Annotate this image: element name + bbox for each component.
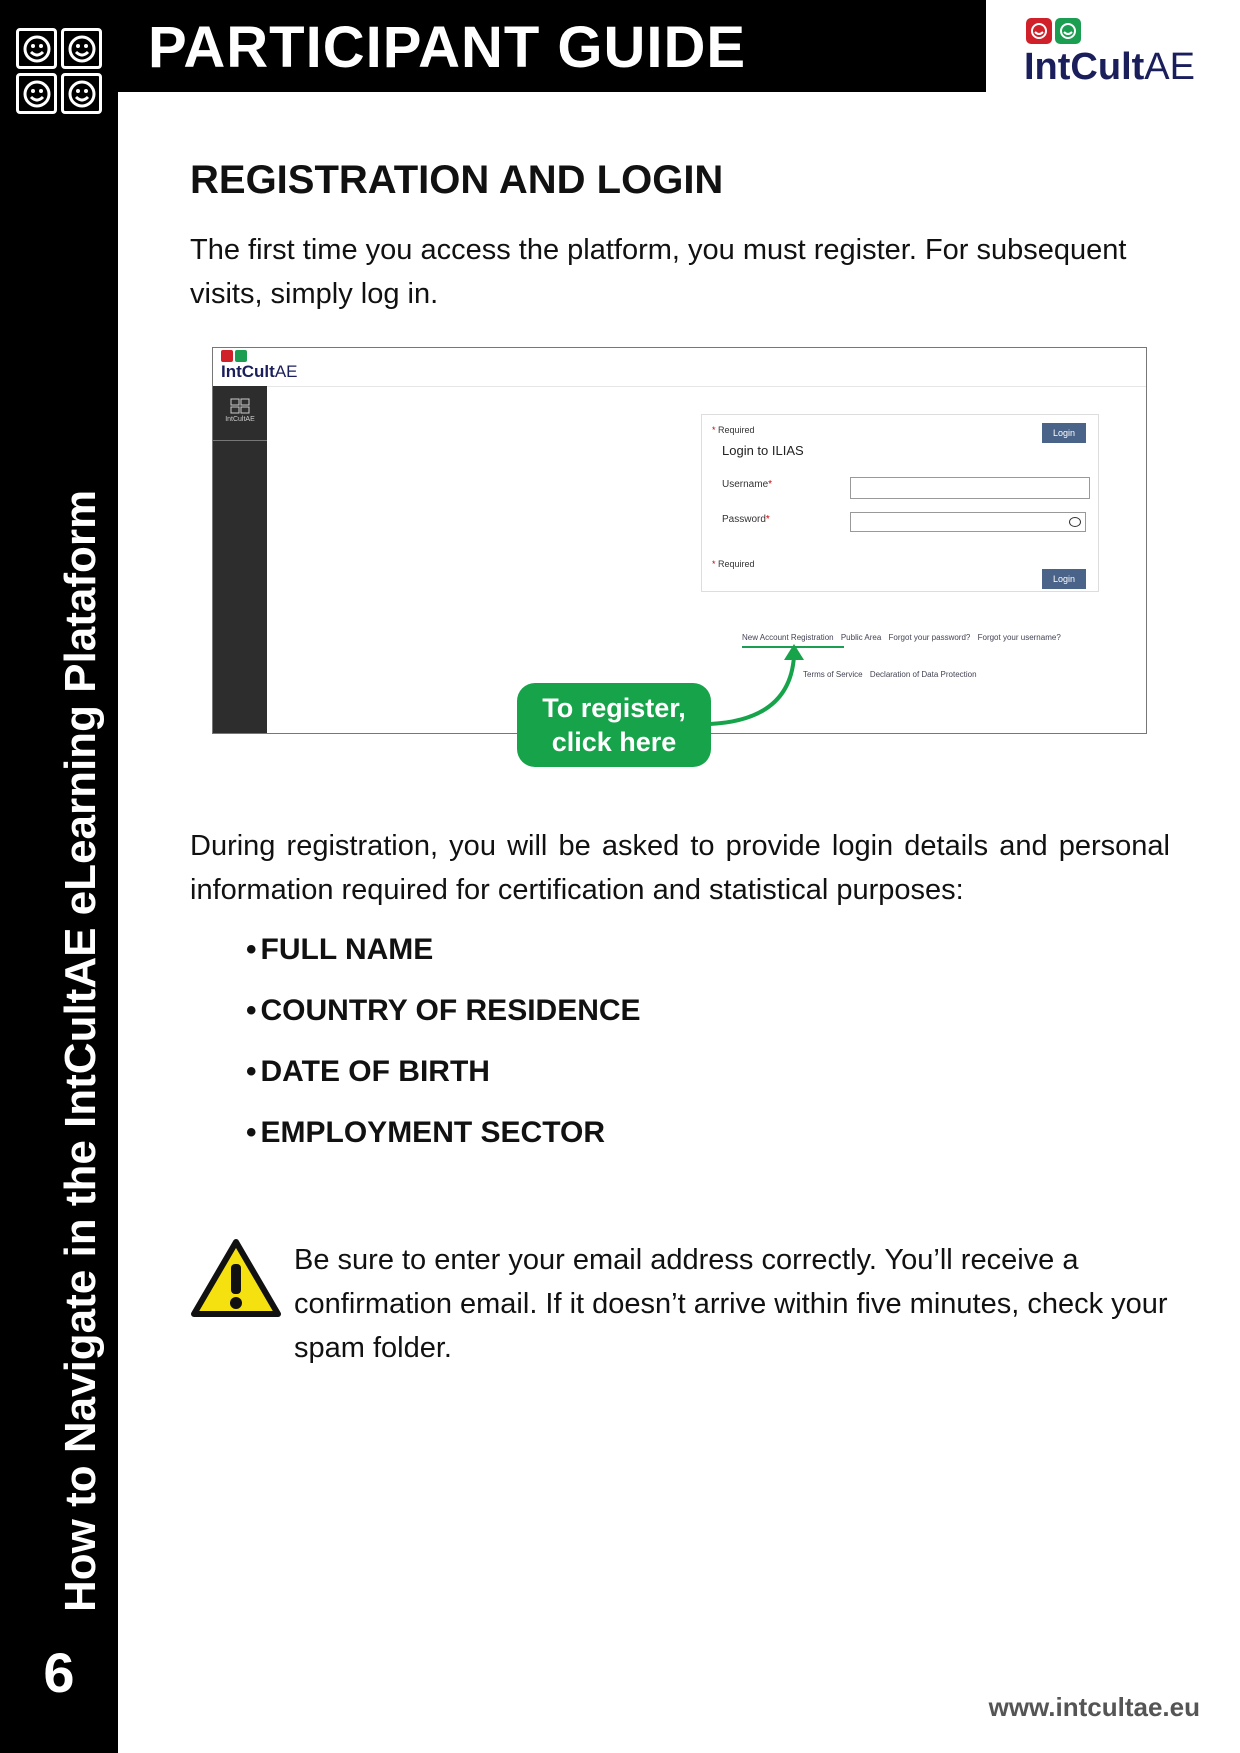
username-label: Username*: [722, 479, 773, 490]
login-button-bottom[interactable]: Login: [1042, 569, 1086, 589]
required-label: Required: [718, 425, 755, 435]
required-label: Required: [718, 559, 755, 569]
callout-line-2: click here: [551, 727, 677, 757]
smiley-face-icon: [16, 28, 57, 69]
smiley-face-icon: [61, 73, 102, 114]
page-title: PARTICIPANT GUIDE: [148, 15, 747, 80]
new-account-registration-link[interactable]: New Account Registration: [742, 633, 834, 642]
list-item: • COUNTRY OF RESIDENCE: [246, 994, 641, 1027]
list-item-text: COUNTRY OF RESIDENCE: [260, 994, 641, 1027]
screenshot-brand-icons: [221, 350, 298, 362]
brand-logo: [1024, 18, 1214, 88]
page-number: 6: [43, 1641, 75, 1704]
brand-wordmark-bold: IntCult: [1024, 46, 1145, 88]
smiley-face-icon: [16, 73, 57, 114]
forgot-password-link[interactable]: Forgot your password?: [888, 633, 971, 642]
required-note-top: * Required: [712, 425, 755, 435]
website-url: www.intcultae.eu: [988, 1692, 1200, 1722]
smiley-logo-icon: [16, 28, 102, 114]
list-item: • DATE OF BIRTH: [246, 1055, 490, 1088]
required-note-bottom: * Required: [712, 559, 755, 569]
brand-wordmark: [1024, 46, 1195, 89]
username-label-text: Username: [722, 479, 769, 490]
list-item-text: FULL NAME: [260, 933, 434, 966]
smiley-green-icon: [1055, 18, 1081, 44]
divider: [213, 440, 267, 441]
screenshot-side-logo: [225, 398, 255, 423]
registration-fields-list: [246, 930, 641, 1174]
public-area-link[interactable]: Public Area: [840, 633, 882, 642]
eye-icon[interactable]: [1069, 517, 1081, 527]
sidebar: [0, 0, 118, 1753]
smiley-face-icon: [61, 28, 102, 69]
warning-triangle-icon: [190, 1238, 282, 1318]
screenshot-side-logo-text: IntCultAE: [225, 416, 255, 423]
register-callout: [517, 683, 711, 767]
screenshot-wordmark: [221, 362, 298, 382]
password-label: Password*: [722, 514, 770, 525]
username-input[interactable]: [850, 477, 1090, 499]
data-protection-link[interactable]: Declaration of Data Protection: [869, 670, 977, 679]
registration-paragraph: During registration, you will be asked to provide login details and personal information required for certification and statistical purposes:: [190, 830, 1170, 906]
screenshot-brand-logo: [221, 350, 298, 382]
password-input[interactable]: [850, 512, 1086, 532]
forgot-username-link[interactable]: Forgot your username?: [977, 633, 1061, 642]
smiley-red-icon: [221, 350, 233, 362]
login-title: Login to ILIAS: [722, 443, 804, 458]
smiley-red-icon: [1026, 18, 1052, 44]
legal-links: [803, 670, 982, 679]
screenshot-sidebar: [213, 386, 267, 733]
warning-text: Be sure to enter your email address correctly. You’ll receive a confirmation email. If it doesn’t arrive within five minutes, check your spam folder.: [294, 1244, 1168, 1364]
screenshot-wordmark-bold: IntCult: [221, 362, 275, 381]
screenshot-wordmark-light: AE: [274, 362, 298, 381]
callout-line-1: To register,: [542, 693, 686, 723]
arrow-icon: [700, 640, 820, 730]
section-title: REGISTRATION AND LOGIN: [190, 158, 724, 202]
brand-icons: [1026, 18, 1081, 44]
brand-wordmark-light: AE: [1144, 46, 1195, 88]
list-item: • EMPLOYMENT SECTOR: [246, 1116, 605, 1149]
screenshot-header: [213, 348, 1146, 387]
login-panel: [701, 414, 1099, 592]
smiley-logo-icon: [230, 398, 250, 414]
password-label-text: Password: [722, 514, 766, 525]
login-button-top[interactable]: Login: [1042, 423, 1086, 443]
list-item-text: EMPLOYMENT SECTOR: [260, 1116, 605, 1149]
vertical-title-text: How to Navigate in the IntCultAE eLearning Plataform: [56, 489, 105, 1612]
list-item: • FULL NAME: [246, 933, 434, 966]
login-screenshot: [212, 347, 1147, 734]
list-item-text: DATE OF BIRTH: [260, 1055, 490, 1088]
terms-of-service-link[interactable]: Terms of Service: [803, 670, 863, 679]
intro-paragraph: The first time you access the platform, you must register. For subsequent visits, simply log in.: [190, 234, 1127, 310]
smiley-green-icon: [235, 350, 247, 362]
